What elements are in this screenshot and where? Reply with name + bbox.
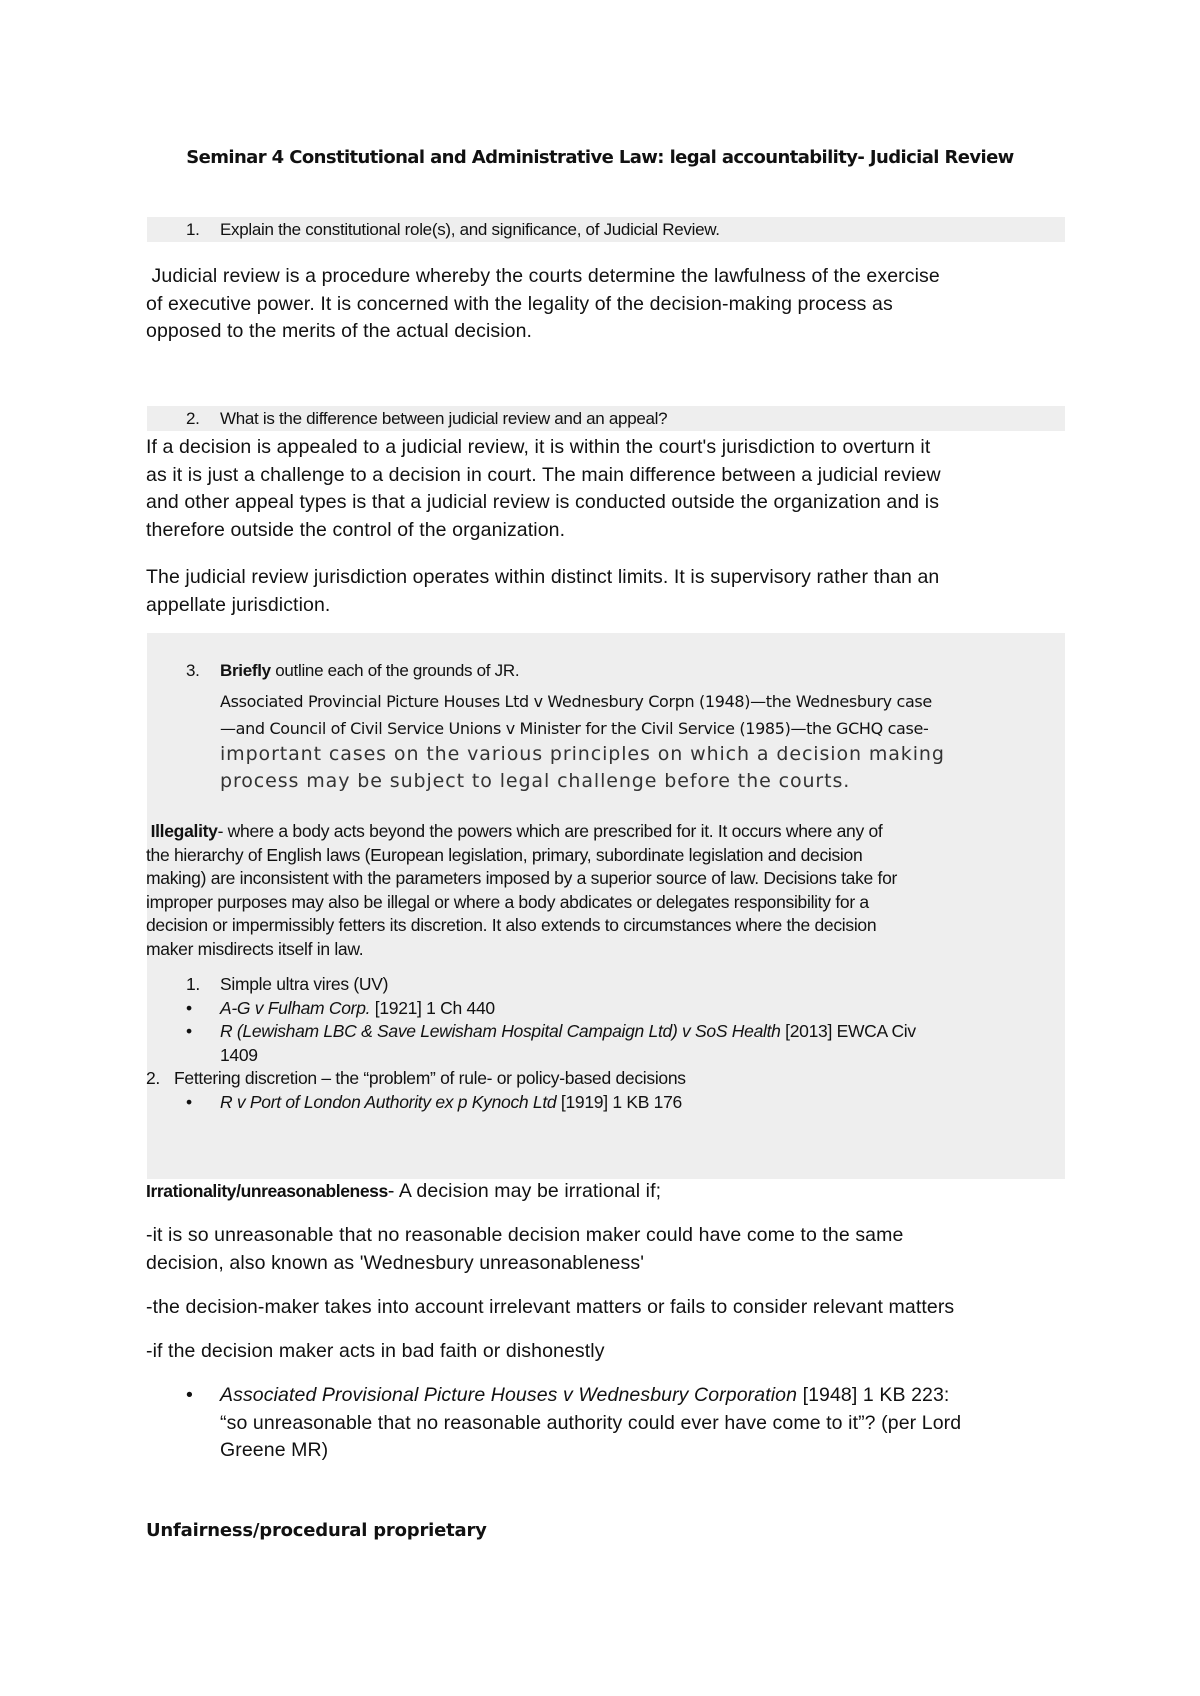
question-2-number: 2. (186, 409, 200, 428)
illegality-line: maker misdirects itself in law. (146, 938, 364, 959)
list-item: 2. Fettering discretion – the “problem” of rule- or policy-based decisions (146, 1068, 686, 1088)
answer-2-line: as it is just a challenge to a decision in court. The main difference between a judicial review (146, 463, 941, 486)
list-item: • A-G v Fulham Corp. [1921] 1 Ch 440 (186, 997, 916, 1021)
irrationality-case: • Associated Provisional Picture Houses v Wednesbury Corporation [1948] 1 KB 223: “so unreasonable that no reasonable authority could ever have come to it”? (per Lord Greene MR) (186, 1384, 962, 1461)
question-1-text: Explain the constitutional role(s), and significance, of Judicial Review. (220, 220, 720, 239)
irrationality-heading: Irrationality/unreasonableness (146, 1181, 388, 1201)
question-1 (186, 220, 720, 240)
list-item: 1. Simple ultra vires (UV) (186, 974, 389, 994)
answer-1-line: of executive power. It is concerned with the legality of the decision-making process as (146, 292, 893, 315)
illegality-list-2 (146, 1067, 686, 1114)
important-cases-line: process may be subject to legal challenge before the courts. (220, 770, 851, 792)
illegality-list (186, 973, 916, 1067)
answer-2-line: If a decision is appealed to a judicial review, it is within the court's jurisdiction to overturn it (146, 436, 931, 458)
irrationality-heading-line (146, 1178, 661, 1206)
key-cases-line: Associated Provincial Picture Houses Ltd v Wednesbury Corpn (1948)—the Wednesbury case (220, 692, 932, 711)
key-cases (220, 688, 932, 742)
irrationality-point-2: -the decision-maker takes into account irrelevant matters or fails to consider relevant matters (146, 1296, 955, 1318)
list-item: • R v Port of London Authority ex p Kynoch Ltd [1919] 1 KB 176 (146, 1091, 686, 1115)
illegality-line: decision or impermissibly fetters its discretion. It also extends to circumstances where the decision (146, 915, 877, 935)
answer-2-line: and other appeal types is that a judicial review is conducted outside the organization and is (146, 491, 940, 513)
bullet-icon: • (186, 997, 192, 1018)
illegality-line: making) are inconsistent with the parameters imposed by a superior source of law. Decisions take for (146, 868, 898, 888)
irrationality-point-1: -it is so unreasonable that no reasonable decision maker could have come to the same decision, also known as 'Wednesbury unreasonableness' (146, 1224, 904, 1274)
answer-1-line: opposed to the merits of the actual decision. (146, 320, 533, 342)
illegality-line: improper purposes may also be illegal or where a body abdicates or delegates responsibility for a (146, 891, 869, 912)
answer-2-line: The judicial review jurisdiction operates within distinct limits. It is supervisory rather than an (146, 566, 940, 588)
list-item: 1409 (220, 1044, 258, 1065)
question-1-number: 1. (186, 220, 200, 239)
irrationality-intro: - A decision may be irrational if; (387, 1180, 662, 1202)
question-3 (186, 661, 519, 681)
question-2 (186, 409, 667, 429)
answer-2 (146, 434, 941, 544)
illegality-line: the hierarchy of English laws (European legislation, primary, subordinate legislation and decision (146, 844, 863, 865)
question-3-number: 3. (186, 661, 200, 680)
question-3-bold: Briefly (220, 661, 271, 680)
unfairness-heading: Unfairness/procedural proprietary (146, 1520, 487, 1541)
bullet-icon: • (186, 1091, 192, 1112)
answer-2-line: appellate jurisdiction. (146, 593, 331, 616)
key-cases-line: —and Council of Civil Service Unions v Minister for the Civil Service (1985)—the GCHQ case- (220, 719, 929, 738)
bullet-icon: • (186, 1384, 193, 1406)
answer-1-line: Judicial review is a procedure whereby the courts determine the lawfulness of the exercise (146, 265, 940, 287)
irrationality-point-3: -if the decision maker acts in bad faith or dishonestly (146, 1340, 605, 1362)
answer-2-line: therefore outside the control of the organization. (146, 518, 566, 541)
answer-2-continued (146, 564, 939, 619)
question-2-text: What is the difference between judicial review and an appeal? (220, 409, 668, 428)
answer-1 (146, 263, 940, 346)
page-title: Seminar 4 Constitutional and Administrative Law: legal accountability- Judicial Review (186, 147, 1014, 168)
important-cases-note (220, 741, 945, 795)
important-cases-line: important cases on the various principles on which a decision making (220, 743, 945, 765)
question-3-text: outline each of the grounds of JR. (270, 661, 520, 680)
list-item: • R (Lewisham LBC & Save Lewisham Hospital Campaign Ltd) v SoS Health [2013] EWCA Civ (186, 1020, 916, 1044)
illegality-section (146, 820, 897, 961)
bullet-icon: • (186, 1021, 192, 1041)
illegality-intro: - where a body acts beyond the powers which are prescribed for it. It occurs where any of (217, 821, 883, 841)
illegality-heading: Illegality (150, 821, 218, 841)
